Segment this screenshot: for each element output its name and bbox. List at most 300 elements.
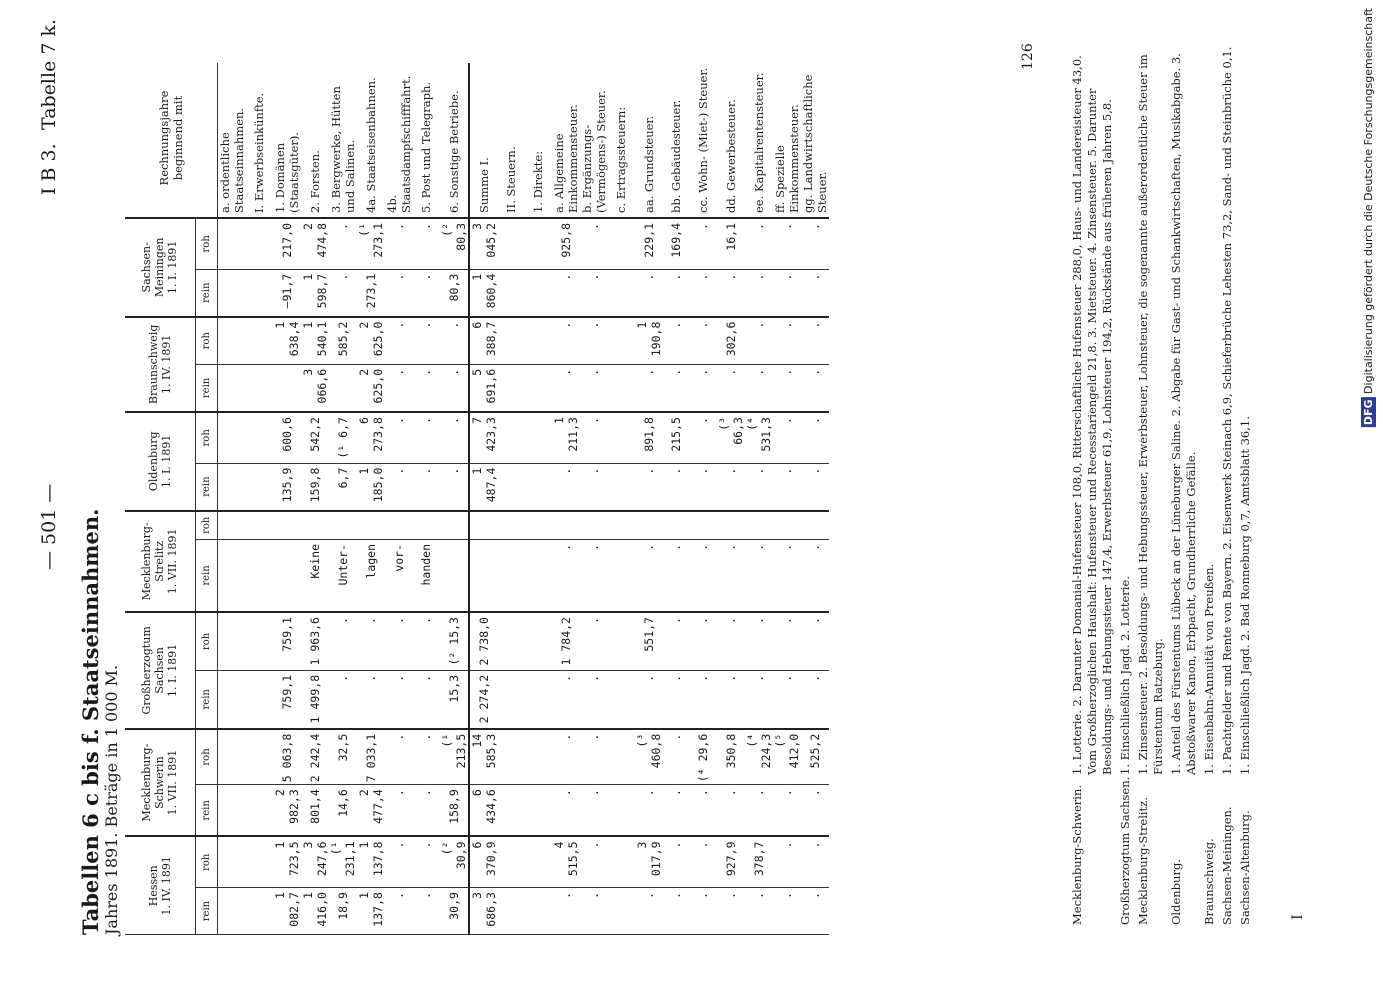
- footnote-state: Großherzogtum Sachsen.: [1118, 776, 1132, 925]
- table-cell: .: [580, 412, 608, 463]
- table-cell: .: [690, 837, 717, 888]
- table-cell: [217, 729, 246, 785]
- table-cell: .: [773, 539, 801, 612]
- row-label: Summe I.: [469, 63, 498, 218]
- table-cell: 1 540,1: [301, 317, 329, 365]
- table-cell: .: [745, 670, 773, 728]
- table-cell: .: [385, 317, 413, 365]
- table-cell: 80,3: [440, 269, 469, 316]
- table-cell: [246, 670, 273, 728]
- table-cell: Keine: [301, 539, 329, 612]
- table-cell: [525, 670, 552, 728]
- table-cell: [773, 511, 801, 540]
- table-cell: .: [717, 670, 745, 728]
- row-header-label: Rechnungsjahre beginnend mit: [125, 63, 217, 218]
- table-cell: .: [580, 364, 608, 412]
- table-cell: .: [745, 364, 773, 412]
- rein-column-header: rein: [195, 539, 217, 612]
- table-cell: 551,7: [635, 612, 663, 670]
- roh-column-header: roh: [195, 412, 217, 463]
- table-cell: .: [717, 785, 745, 837]
- footnote-state: Sachsen-Meiningen.: [1220, 806, 1234, 925]
- state-header: Hessen 1. IV. 1891: [125, 837, 195, 935]
- row-label: 1. Domänen (Staatsgüter).: [273, 63, 301, 218]
- table-cell: 16,1: [717, 218, 745, 269]
- table-cell: 14,6: [329, 785, 357, 837]
- page-marker: — 501 —: [38, 483, 60, 570]
- table-cell: .: [635, 539, 663, 612]
- table-cell: .: [801, 785, 829, 837]
- table-cell: .: [329, 269, 357, 316]
- table-cell: 2 738,0: [469, 612, 498, 670]
- table-cell: –91,7: [273, 269, 301, 316]
- table-cell: .: [385, 218, 413, 269]
- table-cell: .: [329, 612, 357, 670]
- row-label: aa. Grundsteuer.: [635, 63, 663, 218]
- table-cell: .: [773, 317, 801, 365]
- table-cell: 378,7: [745, 837, 773, 888]
- table-cell: [217, 670, 246, 728]
- table-cell: 3 686,3: [469, 888, 498, 935]
- rein-column-header: rein: [195, 888, 217, 935]
- table-cell: .: [413, 463, 440, 510]
- table-cell: [217, 539, 246, 612]
- footnote-text: 1. Lotterie. 2. Darunter Domanial-Hufensteuer 108,0, Ritterschaftliche Hufensteuer 288,0, Haus- und Landereisteuer 43,0. Vom Großherzoglichen Haushalt: Hufensteuer und Recesstariengeld 21,8. 3. Mietsteuer. 4. Zinsensteuer. 5. Darunter Besoldungs- und Hebungssteuer 147,4, Erwerbsteuer 61,9, Lohnsteuer 194,2, Rückstände aus früheren Jahren 5,8.: [1070, 55, 1114, 775]
- table-cell: 759,1: [273, 612, 301, 670]
- table-cell: .: [801, 364, 829, 412]
- row-label: 2. Forsten.: [301, 63, 329, 218]
- table-row: [217, 63, 246, 935]
- table-cell: 217,0: [273, 218, 301, 269]
- table-row: [357, 63, 385, 935]
- row-label: b. Ergänzungs- (Vermögens-) Steuer.: [580, 63, 608, 218]
- table-cell: 3 247,6: [301, 837, 329, 888]
- table-cell: 1 190,8: [635, 317, 663, 365]
- table-cell: .: [580, 612, 608, 670]
- table-cell: [498, 218, 525, 269]
- table-cell: [498, 463, 525, 510]
- table-row: [385, 63, 413, 935]
- table-cell: 1 137,8: [357, 837, 385, 888]
- table-cell: [498, 269, 525, 316]
- table-row: [469, 63, 498, 935]
- table-cell: .: [663, 729, 690, 785]
- table-cell: .: [717, 612, 745, 670]
- table-cell: 1 416,0: [301, 888, 329, 935]
- dfg-logo: DFG: [1362, 399, 1375, 426]
- table-cell: [246, 888, 273, 935]
- table-cell: (¹ 6,7: [329, 412, 357, 463]
- table-cell: .: [773, 888, 801, 935]
- footnote-text: 1. Anteil des Fürstentums Lübeck an der Lüneburger Saline. 2. Abgabe für Gast- und Schankwirtschaften, Musikabgabe. 3. Abstoßwarer Kanon, Erbpacht, Grundherrliche Gefälle.: [1169, 53, 1198, 775]
- table-cell: 159,8: [301, 463, 329, 510]
- footnote-state: Mecklenburg-Strelitz.: [1136, 797, 1150, 925]
- table-cell: .: [773, 837, 801, 888]
- table-cell: [608, 785, 635, 837]
- table-cell: (² 80,3: [440, 218, 469, 269]
- table-cell: [608, 412, 635, 463]
- table-cell: .: [440, 463, 469, 510]
- table-row: [246, 63, 273, 935]
- table-cell: (¹ 213,5: [440, 729, 469, 785]
- table-cell: .: [773, 364, 801, 412]
- table-cell: .: [385, 888, 413, 935]
- table-cell: 1 963,6: [301, 612, 329, 670]
- table-cell: 3 045,2: [469, 218, 498, 269]
- table-cell: .: [413, 317, 440, 365]
- table-cell: .: [773, 269, 801, 316]
- table-cell: .: [690, 463, 717, 510]
- table-cell: 169,4: [663, 218, 690, 269]
- roh-column-header: roh: [195, 729, 217, 785]
- row-label: gg. Landwirtschaftliche Steuer.: [801, 63, 829, 218]
- table-cell: .: [745, 888, 773, 935]
- table-cell: [608, 511, 635, 540]
- row-label: I. Erwerbseinkünfte.: [246, 63, 273, 218]
- table-cell: [217, 364, 246, 412]
- table-cell: 1 185,0: [357, 463, 385, 510]
- table-cell: 1 723,5: [273, 837, 301, 888]
- table-cell: .: [801, 317, 829, 365]
- table-cell: [357, 511, 385, 540]
- row-label: 3. Bergwerke, Hütten und Salinen.: [329, 63, 357, 218]
- table-cell: [413, 511, 440, 540]
- table-cell: .: [440, 317, 469, 365]
- table-row: [552, 63, 580, 935]
- table-cell: [608, 463, 635, 510]
- table-cell: [217, 888, 246, 935]
- table-cell: .: [580, 888, 608, 935]
- table-cell: [498, 670, 525, 728]
- footnotes: [1070, 45, 1256, 925]
- table-cell: [525, 511, 552, 540]
- table-cell: 1 137,8: [357, 888, 385, 935]
- table-cell: [608, 539, 635, 612]
- table-cell: [608, 218, 635, 269]
- table-cell: .: [663, 317, 690, 365]
- table-cell: .: [635, 888, 663, 935]
- state-header: Oldenburg 1. I. 1891: [125, 412, 195, 511]
- table-cell: 2 982,3: [273, 785, 301, 837]
- table-cell: [525, 785, 552, 837]
- footnote-text: 1. Zinsensteuer. 2. Besoldungs- und Hebungssteuer, Erwerbsteuer, Lohnsteuer, die sogenannte außerordentliche Steuer im Fürstentum Ratzeburg.: [1136, 54, 1165, 775]
- table-cell: .: [413, 837, 440, 888]
- table-cell: .: [552, 888, 580, 935]
- table-cell: 302,6: [717, 317, 745, 365]
- table-cell: [525, 364, 552, 412]
- state-header: Sachsen-Meiningen 1. I. 1891: [125, 218, 195, 317]
- table-cell: 158,9: [440, 785, 469, 837]
- table-cell: .: [745, 317, 773, 365]
- table-cell: [273, 539, 301, 612]
- table-cell: [498, 364, 525, 412]
- row-label: 5. Post und Telegraph.: [413, 63, 440, 218]
- table-row: [498, 63, 525, 935]
- table-cell: (⁵ 412,0: [773, 729, 801, 785]
- table-cell: .: [745, 269, 773, 316]
- table-cell: 32,5: [329, 729, 357, 785]
- table-cell: .: [385, 785, 413, 837]
- table-cell: [608, 269, 635, 316]
- roh-column-header: roh: [195, 837, 217, 888]
- table-cell: (¹ 273,1: [357, 218, 385, 269]
- table-cell: .: [413, 888, 440, 935]
- table-cell: .: [690, 612, 717, 670]
- table-cell: 891,8: [635, 412, 663, 463]
- table-cell: .: [745, 612, 773, 670]
- table-cell: .: [580, 317, 608, 365]
- table-cell: (² 30,9: [440, 837, 469, 888]
- footnote-state: Braunschweig.: [1202, 838, 1216, 925]
- table-cell: .: [357, 670, 385, 728]
- corner-mark: I: [1290, 914, 1306, 920]
- row-label: ff. Spezielle Einkommensteuer.: [773, 63, 801, 218]
- table-cell: 6 434,6: [469, 785, 498, 837]
- table-cell: [745, 511, 773, 540]
- table-cell: .: [635, 670, 663, 728]
- table-cell: .: [385, 670, 413, 728]
- table-cell: [217, 218, 246, 269]
- table-cell: [217, 463, 246, 510]
- table-cell: .: [413, 412, 440, 463]
- table-cell: .: [663, 612, 690, 670]
- table-cell: [246, 317, 273, 365]
- table-cell: .: [801, 837, 829, 888]
- table-cell: .: [385, 612, 413, 670]
- page-title: Tabellen 6 c bis f. Staatseinnahmen.: [78, 508, 103, 935]
- table-cell: 600,6: [273, 412, 301, 463]
- table-cell: 1 784,2: [552, 612, 580, 670]
- table-cell: [246, 612, 273, 670]
- roh-column-header: roh: [195, 612, 217, 670]
- table-cell: .: [552, 670, 580, 728]
- table-cell: 18,9: [329, 888, 357, 935]
- sponsor-text: Digitalisierung gefördert durch die Deutsche Forschungsgemeinschaft: [1362, 8, 1375, 394]
- table-row: [717, 63, 745, 935]
- table-cell: .: [329, 218, 357, 269]
- table-cell: 14 585,3: [469, 729, 498, 785]
- table-cell: [525, 317, 552, 365]
- footnote-row: [1169, 45, 1199, 925]
- table-cell: .: [413, 612, 440, 670]
- table-row: [413, 63, 440, 935]
- table-cell: [801, 511, 829, 540]
- table-cell: .: [801, 218, 829, 269]
- row-label: bb. Gebäudesteuer.: [663, 63, 690, 218]
- footnote-row: [1136, 45, 1166, 925]
- table-cell: vor-: [385, 539, 413, 612]
- table-cell: 927,9: [717, 837, 745, 888]
- table-cell: [608, 888, 635, 935]
- row-label: 4a. Staatseisenbahnen.: [357, 63, 385, 218]
- table-cell: .: [552, 364, 580, 412]
- table-cell: .: [717, 539, 745, 612]
- table-cell: .: [552, 785, 580, 837]
- table-cell: .: [745, 785, 773, 837]
- table-cell: [498, 317, 525, 365]
- row-label: c. Ertragssteuern:: [608, 63, 635, 218]
- table-cell: [246, 511, 273, 540]
- table-cell: [329, 511, 357, 540]
- table-cell: [608, 317, 635, 365]
- table-cell: [217, 837, 246, 888]
- table-cell: .: [552, 269, 580, 316]
- table-cell: 135,9: [273, 463, 301, 510]
- table-cell: (¹ 231,1: [329, 837, 357, 888]
- table-cell: [385, 511, 413, 540]
- table-cell: .: [663, 670, 690, 728]
- state-header: Mecklenburg-Strelitz 1. VII. 1891: [125, 511, 195, 612]
- table-cell: [580, 511, 608, 540]
- rein-column-header: rein: [195, 463, 217, 510]
- table-cell: [690, 511, 717, 540]
- table-cell: [608, 670, 635, 728]
- rein-column-header: rein: [195, 785, 217, 837]
- table-cell: .: [745, 463, 773, 510]
- table-cell: .: [635, 463, 663, 510]
- roh-column-header: roh: [195, 317, 217, 365]
- table-cell: .: [717, 364, 745, 412]
- rein-column-header: rein: [195, 269, 217, 316]
- roh-column-header: roh: [195, 511, 217, 540]
- table-cell: 3 066,6: [301, 364, 329, 412]
- table-cell: .: [690, 539, 717, 612]
- table-cell: .: [413, 364, 440, 412]
- state-header: Braunschweig 1. IV. 1891: [125, 317, 195, 412]
- rein-column-header: rein: [195, 364, 217, 412]
- table-cell: .: [413, 785, 440, 837]
- table-cell: 6 273,8: [357, 412, 385, 463]
- page-subtitle: Jahres 1891. Beträge in 1 000 M.: [102, 664, 121, 935]
- table-cell: .: [552, 317, 580, 365]
- table-cell: .: [690, 785, 717, 837]
- footnote-state: Oldenburg.: [1169, 859, 1183, 925]
- table-cell: 6 388,7: [469, 317, 498, 365]
- table-cell: .: [801, 463, 829, 510]
- table-cell: .: [552, 729, 580, 785]
- table-cell: .: [385, 269, 413, 316]
- section-ref: I B 3.: [38, 143, 60, 195]
- footnote-row: [1118, 45, 1133, 925]
- table-cell: lagen: [357, 539, 385, 612]
- table-cell: 15,3: [440, 670, 469, 728]
- table-cell: [273, 364, 301, 412]
- table-cell: .: [663, 463, 690, 510]
- table-cell: [552, 511, 580, 540]
- table-row: [801, 63, 829, 935]
- table-cell: .: [413, 729, 440, 785]
- table-row: [301, 63, 329, 935]
- table-cell: .: [663, 785, 690, 837]
- table-cell: .: [663, 539, 690, 612]
- row-label: 1. Direkte:: [525, 63, 552, 218]
- table-cell: .: [440, 364, 469, 412]
- table-cell: [498, 612, 525, 670]
- table-cell: .: [663, 269, 690, 316]
- table-cell: 1 211,3: [552, 412, 580, 463]
- table-cell: [498, 837, 525, 888]
- table-cell: 542,2: [301, 412, 329, 463]
- state-header: Großherzogtum Sachsen 1. I. 1891: [125, 612, 195, 729]
- table-row: [773, 63, 801, 935]
- table-cell: handen: [413, 539, 440, 612]
- table-cell: 6 370,9: [469, 837, 498, 888]
- table-cell: [329, 364, 357, 412]
- table-cell: 273,1: [357, 269, 385, 316]
- table-cell: .: [413, 218, 440, 269]
- table-cell: 2 242,4: [301, 729, 329, 785]
- table-cell: [608, 729, 635, 785]
- table-cell: .: [690, 269, 717, 316]
- table-cell: [469, 539, 498, 612]
- table-cell: [217, 412, 246, 463]
- table-cell: 2 477,4: [357, 785, 385, 837]
- table-cell: .: [580, 218, 608, 269]
- table-cell: .: [773, 785, 801, 837]
- table-cell: .: [329, 670, 357, 728]
- page-number: 126: [1020, 43, 1036, 70]
- table-cell: [217, 269, 246, 316]
- table-cell: .: [413, 269, 440, 316]
- table-cell: [246, 837, 273, 888]
- table-cell: .: [663, 364, 690, 412]
- table-cell: .: [773, 412, 801, 463]
- table-cell: [217, 612, 246, 670]
- table-cell: 7 033,1: [357, 729, 385, 785]
- table-cell: .: [385, 364, 413, 412]
- table-cell: .: [413, 670, 440, 728]
- table-cell: .: [385, 729, 413, 785]
- table-cell: [217, 511, 246, 540]
- row-label: 4b. Staatsdampfschifffahrt.: [385, 63, 413, 218]
- table-row: [635, 63, 663, 935]
- table-cell: .: [717, 888, 745, 935]
- table-cell: [608, 612, 635, 670]
- table-cell: [608, 837, 635, 888]
- table-cell: [246, 364, 273, 412]
- table-cell: .: [635, 269, 663, 316]
- table-cell: 525,2: [801, 729, 829, 785]
- table-cell: .: [635, 785, 663, 837]
- table-cell: .: [773, 670, 801, 728]
- table-cell: (³ 66,3: [717, 412, 745, 463]
- table-cell: 2 625,0: [357, 364, 385, 412]
- table-cell: .: [690, 364, 717, 412]
- table-cell: 1 082,7: [273, 888, 301, 935]
- table-cell: [217, 317, 246, 365]
- table-cell: .: [580, 670, 608, 728]
- footnote-text: 1. Einschließlich Jagd. 2. Bad Ronneburg 0,7, Amtsblatt 36,1.: [1238, 416, 1252, 775]
- table-cell: [301, 511, 329, 540]
- footnote-row: [1238, 45, 1253, 925]
- rein-column-header: rein: [195, 670, 217, 728]
- table-cell: .: [552, 463, 580, 510]
- table-cell: .: [745, 218, 773, 269]
- table-cell: [246, 729, 273, 785]
- row-label: a. Allgemeine Einkommensteuer.: [552, 63, 580, 218]
- table-cell: [498, 888, 525, 935]
- table-cell: (⁴ 224,3: [745, 729, 773, 785]
- table-cell: .: [801, 888, 829, 935]
- table-cell: .: [801, 612, 829, 670]
- table-cell: .: [357, 612, 385, 670]
- table-cell: .: [773, 463, 801, 510]
- table-cell: .: [580, 539, 608, 612]
- table-cell: 6,7: [329, 463, 357, 510]
- table-cell: [525, 463, 552, 510]
- table-cell: 2 474,8: [301, 218, 329, 269]
- table-cell: .: [801, 269, 829, 316]
